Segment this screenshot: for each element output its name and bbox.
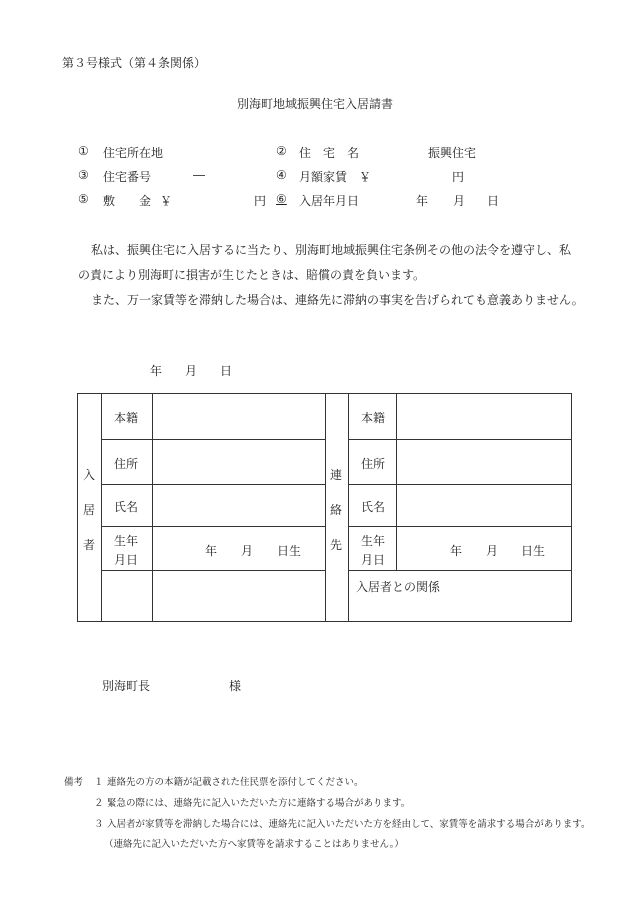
resident-birth-day: 日生 <box>277 544 302 558</box>
addressee-name: 別海町長 <box>102 679 151 693</box>
field-5-number: ⑤ <box>78 192 89 206</box>
resident-birth-month: 月 <box>241 544 254 558</box>
field-5-label: 敷 金 <box>103 194 152 208</box>
contact-honseki-label: 本籍 <box>361 411 386 425</box>
field-2-number: ② <box>276 144 287 158</box>
page-title: 別海町地域振興住宅入居請書 <box>236 97 393 111</box>
resident-birth-label-1: 生年 <box>114 534 139 548</box>
field-6-month: 月 <box>453 194 466 208</box>
contact-birth-day: 日生 <box>521 544 546 558</box>
contact-group-label-3: 先 <box>330 538 343 552</box>
resident-birth-year: 年 <box>205 544 218 558</box>
resident-group-label-3: 者 <box>83 538 96 552</box>
field-4-yen: ￥ <box>359 170 372 184</box>
contact-name-label: 氏名 <box>361 500 386 514</box>
field-3-number: ③ <box>78 168 89 182</box>
note-2-text: 緊急の際には、連絡先に記入いただいた方に連絡する場合があります。 <box>107 798 411 809</box>
field-1-number: ① <box>78 144 89 158</box>
resident-name-label: 氏名 <box>114 500 139 514</box>
field-2-label: 住 宅 名 <box>299 146 360 160</box>
field-6-day: 日 <box>487 194 500 208</box>
field-4-number: ④ <box>276 168 287 182</box>
note-1-number: １ <box>94 777 104 788</box>
field-5-unit: 円 <box>254 194 267 208</box>
field-4-label: 月額家賃 <box>299 170 348 184</box>
pledge-line-1: 私は、振興住宅に入居するに当たり、別海町地域振興住宅条例その他の法令を遵守し、私 <box>91 243 572 257</box>
resident-group-label-1: 入 <box>83 468 96 482</box>
note-1-text: 連絡先の方の本籍が記載された住民票を添付してください。 <box>107 777 364 788</box>
contact-group-label-1: 連 <box>330 468 343 482</box>
note-3-supplement: （連絡先に記入いただいた方へ家賃等を請求することはありません。） <box>104 839 404 850</box>
addressee-honorific: 様 <box>229 679 242 693</box>
field-6-label: 入居年月日 <box>299 194 360 208</box>
date-year: 年 <box>150 364 163 378</box>
notes-label: 備考 <box>64 777 84 788</box>
field-1-label: 住宅所在地 <box>103 146 164 160</box>
resident-honseki-label: 本籍 <box>114 411 139 425</box>
date-day: 日 <box>220 364 233 378</box>
resident-birth-label-2: 月日 <box>114 553 139 567</box>
contact-birth-label-1: 生年 <box>361 534 386 548</box>
note-2-number: ２ <box>94 798 104 809</box>
field-6-year: 年 <box>416 194 429 208</box>
field-2-value: 振興住宅 <box>428 146 477 160</box>
resident-address-label: 住所 <box>114 457 139 471</box>
field-5-yen: ￥ <box>160 194 173 208</box>
pledge-line-2: の責により別海町に損害が生じたときは、賠償の責を負います。 <box>78 268 426 282</box>
resident-group-label-2: 居 <box>83 503 96 517</box>
field-6-number: ⑥ <box>276 192 287 206</box>
field-4-unit: 円 <box>452 170 465 184</box>
field-3-label: 住宅番号 <box>103 170 152 184</box>
contact-birth-year: 年 <box>450 544 463 558</box>
contact-address-label: 住所 <box>361 457 386 471</box>
contact-birth-label-2: 月日 <box>361 553 386 567</box>
date-month: 月 <box>185 364 198 378</box>
note-3-number: ３ <box>94 819 104 830</box>
pledge-line-3: また、万一家賃等を滞納した場合は、連絡先に滞納の事実を告げられても意義ありません。 <box>91 293 584 307</box>
contact-relation-label: 入居者との関係 <box>356 580 441 594</box>
form-number: 第３号様式（第４条関係） <box>62 56 207 70</box>
note-3-text: 入居者が家賃等を滞納した場合には、連絡先に記入いただいた方を経由して、家賃等を請求する場合があります。 <box>107 819 591 830</box>
contact-birth-month: 月 <box>486 544 499 558</box>
field-3-value: ― <box>193 168 205 182</box>
contact-group-label-2: 絡 <box>330 503 343 517</box>
